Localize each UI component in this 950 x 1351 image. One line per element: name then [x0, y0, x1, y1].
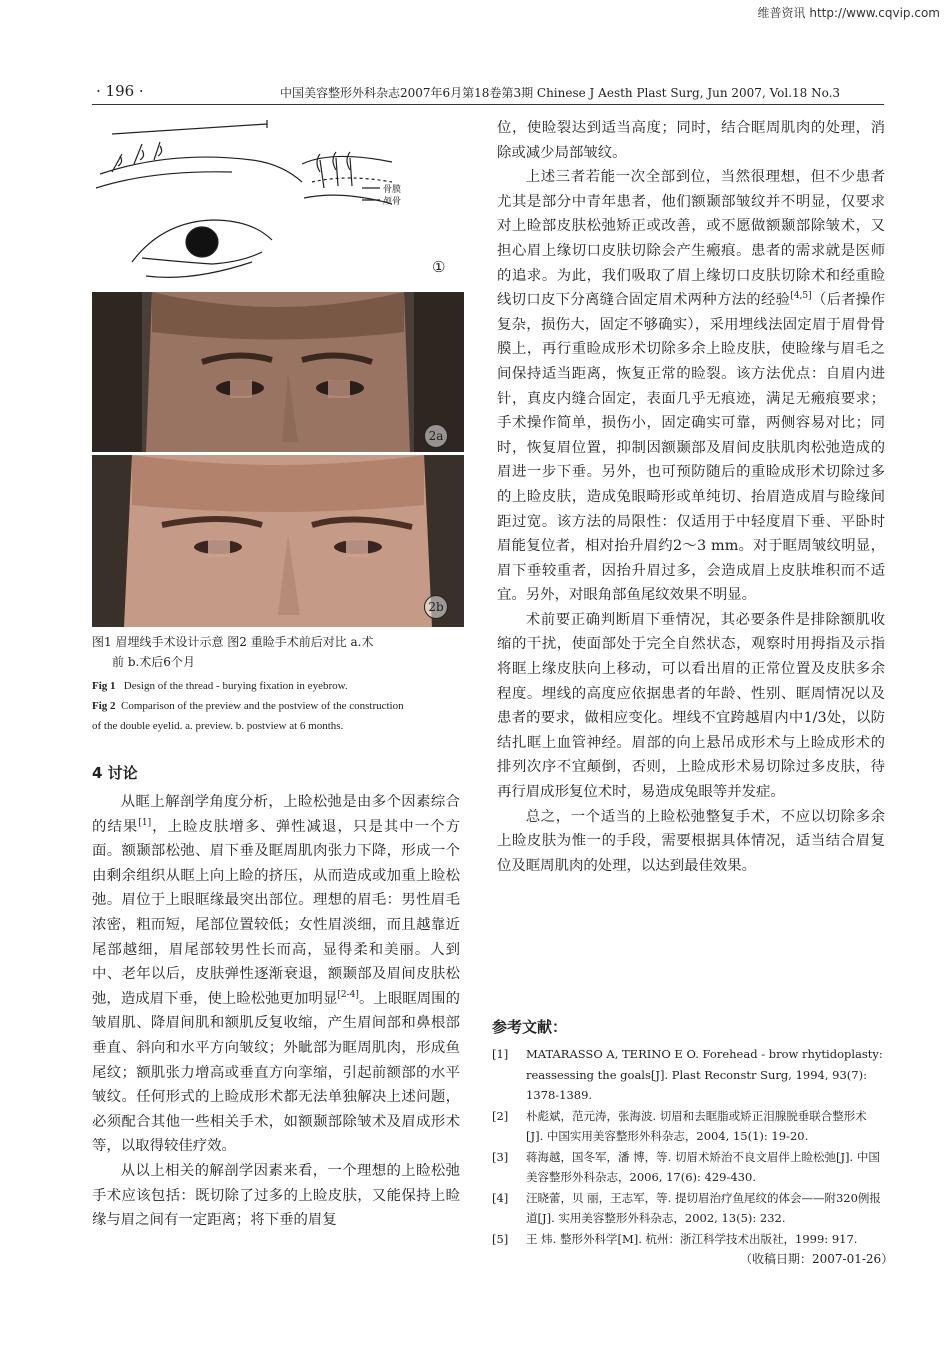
caption-fig2-text-1: Comparison of the preview and the postview of the construction	[121, 700, 404, 712]
caption-fig2-label: Fig 2	[92, 700, 116, 712]
caption-fig2-text-2: of the double eyelid. a. preview. b. postview at 6 months.	[92, 720, 344, 732]
reference-text: 汪晓蕾，贝 丽，王志军，等. 提切眉治疗鱼尾纹的体会——附320例报道[J]. 实用美容整形外科杂志，2002, 13(5): 232.	[526, 1190, 881, 1225]
references-list	[492, 1044, 884, 1249]
caption-zh-line2: 前 b.术后6个月	[112, 655, 195, 669]
figure-2b-photo	[92, 455, 464, 627]
reference-number: [3]	[492, 1149, 509, 1164]
right-paragraph-2: 术前要正确判断眉下垂情况，其必要条件是排除额肌收缩的干扰，使面部处于完全自然状态，观察时用拇指及示指将眶上缘皮肤向上移动，可以看出眉的正常位置及皮肤多余程度。埋线的高度应依据患者的年龄、性别、眶周情况以及患者的要求，做相应变化。埋线不宜跨越眉内中1/3处，以防结扎眶上血管神经。眉部的向上悬吊成形术与上睑成形术的排列次序不宜颠倒，否则，上睑成形术易切除过多皮肤，待再行眉成形复位术时，易造成兔眼等并发症。	[497, 611, 885, 801]
reference-text: 蒋海越，国冬军，潘 博，等. 切眉术矫治不良文眉伴上睑松弛[J]. 中国美容整形外科杂志，2006, 17(6): 429-430.	[526, 1149, 880, 1184]
preview-face-photo	[92, 292, 464, 452]
caption-fig1-text: Design of the thread - burying fixation in eyebrow.	[123, 680, 348, 692]
figure-2a-badge: 2a	[424, 424, 448, 448]
reference-number: [2]	[492, 1108, 509, 1123]
reference-number: [4]	[492, 1190, 509, 1205]
received-date: （收稿日期：2007-01-26）	[740, 1252, 894, 1266]
eyebrow-thread-diagram	[92, 112, 464, 292]
right-paragraph-3: 总之，一个适当的上睑松弛整复手术，不应以切除多余上睑皮肤为惟一的手段，需要根据具体情况，适当结合眉复位及眶周肌肉的处理，以达到最佳效果。	[497, 808, 885, 874]
reference-text: MATARASSO A, TERINO E O. Forehead - brow rhytidoplasty: reassessing the goals[J]. Plast Reconstr Surg, 1994, 93(7): 1378-1389.	[526, 1047, 883, 1102]
section-4-heading: 4 讨论	[92, 764, 138, 782]
figure-1-badge: ①	[432, 258, 446, 276]
figure-2a-photo	[92, 292, 464, 452]
label-skull: 颅骨	[383, 197, 402, 207]
reference-item	[492, 1147, 884, 1188]
figure-1-drawing	[92, 112, 464, 292]
caption-fig1-label: Fig 1	[92, 680, 116, 692]
reference-item	[492, 1106, 884, 1147]
reference-text: 王 炜. 整形外科学[M]. 杭州：浙江科学技术出版社，1999: 917.	[526, 1231, 858, 1246]
watermark: 维普资讯 http://www.cqvip.com	[757, 6, 940, 20]
section-4-paragraph-1: 从眶上解剖学角度分析，上睑松弛是由多个因素综合的结果[1]，上睑皮肤增多、弹性减退，只是其中一个方面。额颞部松弛、眉下垂及眶周肌肉张力下降，形成一个由剩余组织从眶上向上睑的挤压，从而造成或加重上睑松弛。眉位于上眼眶缘最突出部位。理想的眉毛：男性眉毛浓密，粗而短，尾部位置较低；女性眉淡细，而且越靠近尾部越细，眉尾部较男性长而高，显得柔和美丽。人到中、老年以后，皮肤弹性逐渐衰退，额颞部及眉间皮肤松弛，造成眉下垂，使上睑松弛更加明显[2-4]。上眼眶周围的皱眉肌、降眉间肌和额肌反复收缩，产生眉间部和鼻根部垂直、斜向和水平方向皱纹；外眦部为眶周肌肉，形成鱼尾纹；额肌张力增高或垂直方向挛缩，引起前额部的水平皱纹。任何形式的上睑成形术都无法单独解决上述问题，必须配合其他一些相关手术，如额颞部除皱术及眉成形术等，以取得较佳疗效。	[92, 794, 460, 1155]
right-paragraph-0: 位，使睑裂达到适当高度；同时，结合眶周肌肉的处理，消除或减少局部皱纹。	[497, 120, 885, 161]
references-heading: 参考文献：	[492, 1018, 568, 1036]
label-periosteum: 骨膜	[383, 185, 402, 195]
figure-caption-en	[92, 676, 464, 736]
running-head: 中国美容整形外科杂志2007年6月第18卷第3期 Chinese J Aesth Plast Surg, Jun 2007, Vol.18 No.3	[280, 86, 841, 100]
right-paragraph-1: 上述三者若能一次全部到位，当然很理想，但不少患者尤其是部分中青年患者，他们额颞部皱纹并不明显，仅要求对上睑部皮肤松弛矫正或改善，或不愿做额颞部除皱术，又担心眉上缘切口皮肤切除会产生瘢痕。患者的需求就是医师的追求。为此，我们吸取了眉上缘切口皮肤切除术和经重睑线切口皮下分离缝合固定眉术两种方法的经验[4,5]（后者操作复杂，损伤大，固定不够确实），采用埋线法固定眉于眉骨骨膜上，再行重睑成形术切除多余上睑皮肤，使睑缘与眉毛之间保持适当距离，恢复正常的睑裂。该方法优点：自眉内进针，真皮内缝合固定，表面几乎无痕迹，满足无瘢痕要求；手术操作简单，损伤小，固定确实可靠，两侧容易对比；同时，恢复眉位置，抑制因额颞部及眉间皮肤肌肉松弛造成的眉进一步下垂。另外，也可预防随后的重睑成形术切除过多的上睑皮肤，造成兔眼畸形或单纯切、抬眉造成眉与睑缘间距过宽。该方法的局限性：仅适用于中轻度眉下垂、平卧时眉能复位者，相对抬升眉约2～3 mm。对于眶周皱纹明显，眉下垂较重者，因抬升眉过多，会造成眉上皮肤堆积而不适宜。另外，对眼角部鱼尾纹效果不明显。	[497, 169, 885, 604]
reference-text: 朴彪斌，范元涛，张海波. 切眉和去眶脂或矫正泪腺脱垂联合整形术[J]. 中国实用美容整形外科杂志，2004, 15(1): 19-20.	[526, 1108, 867, 1143]
page-number: · 196 ·	[96, 82, 144, 100]
reference-item	[492, 1229, 884, 1250]
reference-number: [1]	[492, 1047, 509, 1061]
figure-caption-zh	[92, 632, 464, 672]
reference-number: [5]	[492, 1231, 509, 1246]
section-4-paragraph-2: 从以上相关的解剖学因素来看，一个理想的上睑松弛手术应该包括：既切除了过多的上睑皮肤，又能保持上睑缘与眉之间有一定距离；将下垂的眉复	[92, 1162, 460, 1229]
reference-item	[492, 1188, 884, 1229]
reference-item	[492, 1044, 884, 1106]
figure-2b-badge: 2b	[424, 595, 448, 619]
left-column-body	[92, 790, 460, 1233]
right-column-body	[497, 116, 885, 878]
caption-zh-line1: 图1 眉埋线手术设计示意 图2 重睑手术前后对比 a.术	[92, 635, 374, 649]
postview-face-photo	[92, 455, 464, 627]
header-rule	[92, 104, 884, 105]
